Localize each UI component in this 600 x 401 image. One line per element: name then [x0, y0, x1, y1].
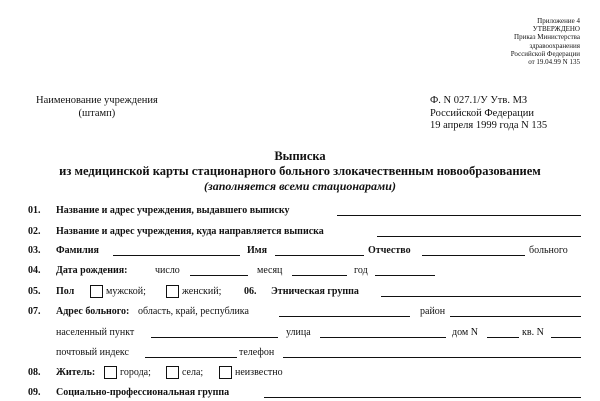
- issuing-institution-field[interactable]: [337, 215, 581, 216]
- street-label: улица: [286, 327, 311, 338]
- item-number: 07.: [28, 306, 41, 317]
- document-note: (заполняется всеми стационарами): [204, 179, 396, 193]
- approval-block: [511, 17, 580, 66]
- postcode-field[interactable]: [145, 357, 237, 358]
- form-reference: [430, 95, 547, 133]
- patient-suffix: больного: [529, 245, 568, 256]
- approval-line: здравоохранения: [529, 41, 580, 50]
- item-number: 04.: [28, 265, 41, 276]
- approval-line: Приложение 4: [537, 17, 580, 25]
- year-field[interactable]: [375, 275, 435, 276]
- phone-field[interactable]: [283, 357, 581, 358]
- village-label: села;: [182, 367, 204, 378]
- sex-label: Пол: [56, 286, 75, 297]
- apartment-label: кв. N: [522, 327, 544, 338]
- birth-date-label: Дата рождения:: [56, 265, 128, 276]
- ethnic-group-label: Этническая группа: [271, 286, 359, 297]
- day-field[interactable]: [190, 275, 248, 276]
- phone-label: телефон: [239, 347, 275, 358]
- item-number: 08.: [28, 367, 41, 378]
- apartment-field[interactable]: [551, 337, 581, 338]
- surname-label: Фамилия: [56, 245, 99, 256]
- settlement-label: населенный пункт: [56, 327, 135, 338]
- social-group-field[interactable]: [264, 397, 581, 398]
- recipient-institution-label: Название и адрес учреждения, куда направляется выписка: [56, 226, 324, 237]
- postcode-label: почтовый индекс: [56, 347, 129, 358]
- patronymic-label: Отчество: [368, 245, 411, 256]
- settlement-field[interactable]: [151, 337, 278, 338]
- male-checkbox[interactable]: [90, 285, 103, 298]
- form-ref-line: 19 апреля 1999 года N 135: [430, 120, 548, 131]
- city-checkbox[interactable]: [104, 366, 117, 379]
- unknown-label: неизвестно: [235, 367, 283, 378]
- village-checkbox[interactable]: [166, 366, 179, 379]
- female-label: женский;: [182, 286, 222, 297]
- item-number: 03.: [28, 245, 41, 256]
- stamp-label: (штамп): [78, 107, 116, 119]
- region-label: область, край, республика: [138, 306, 249, 317]
- unknown-checkbox[interactable]: [219, 366, 232, 379]
- district-label: район: [420, 306, 446, 317]
- month-field[interactable]: [292, 275, 347, 276]
- city-label: города;: [120, 367, 151, 378]
- approval-line: Приказ Министерства: [514, 33, 580, 42]
- item-number: 01.: [28, 205, 41, 216]
- recipient-institution-field[interactable]: [377, 236, 581, 237]
- document-title: Выписка: [274, 149, 326, 163]
- item-number: 02.: [28, 226, 41, 237]
- approval-line: УТВЕРЖДЕНО: [532, 25, 580, 34]
- year-label: год: [354, 265, 368, 276]
- ethnic-group-field[interactable]: [381, 296, 581, 297]
- house-label: дом N: [452, 327, 478, 338]
- institution-block: [36, 95, 158, 120]
- district-field[interactable]: [450, 316, 581, 317]
- approval-line: от 19.04.99 N 135: [528, 58, 580, 67]
- issuing-institution-label: Название и адрес учреждения, выдавшего выписку: [56, 205, 290, 216]
- form-ref-line: Российской Федерации: [430, 107, 534, 119]
- institution-label: Наименование учреждения: [36, 95, 158, 106]
- house-field[interactable]: [487, 337, 519, 338]
- social-group-label: Социально-профессиональная группа: [56, 387, 230, 398]
- approval-line: Российской Федерации: [510, 49, 580, 58]
- document-subtitle: из медицинской карты стационарного больного злокачественным новообразованием: [59, 164, 541, 178]
- name-label: Имя: [247, 245, 267, 256]
- region-field[interactable]: [279, 316, 410, 317]
- item-number: 05.: [28, 286, 41, 297]
- female-checkbox[interactable]: [166, 285, 179, 298]
- surname-field[interactable]: [113, 255, 240, 256]
- street-field[interactable]: [320, 337, 446, 338]
- form-ref-line: Ф. N 027.1/У Утв. МЗ: [430, 95, 528, 106]
- month-label: месяц: [257, 265, 283, 276]
- address-label: Адрес больного:: [56, 306, 130, 317]
- item-number: 06.: [244, 286, 257, 297]
- name-field[interactable]: [275, 255, 364, 256]
- patronymic-field[interactable]: [422, 255, 525, 256]
- male-label: мужской;: [106, 286, 146, 297]
- resident-label: Житель:: [56, 367, 96, 378]
- item-number: 09.: [28, 387, 41, 398]
- day-label: число: [155, 265, 180, 276]
